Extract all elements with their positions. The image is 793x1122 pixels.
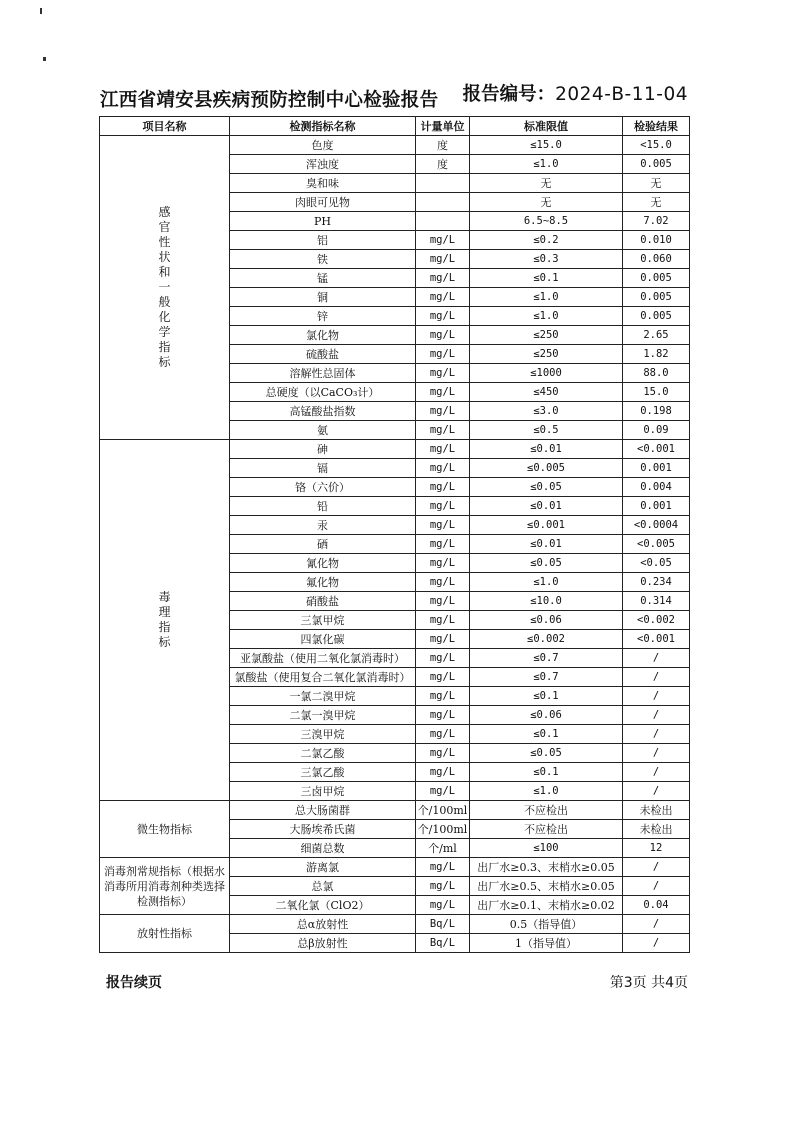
result-cell: / — [623, 763, 690, 782]
unit-cell: mg/L — [416, 858, 470, 877]
indicator-name-cell: 汞 — [230, 516, 416, 535]
unit-cell — [416, 212, 470, 231]
limit-cell: 6.5~8.5 — [470, 212, 623, 231]
indicator-name-cell: 铅 — [230, 497, 416, 516]
unit-cell: mg/L — [416, 706, 470, 725]
result-cell: / — [623, 934, 690, 953]
indicator-name-cell: 硒 — [230, 535, 416, 554]
result-cell: 0.001 — [623, 459, 690, 478]
limit-cell: ≤15.0 — [470, 136, 623, 155]
unit-cell: 个/100ml — [416, 820, 470, 839]
unit-cell: mg/L — [416, 478, 470, 497]
indicator-name-cell: 一氯二溴甲烷 — [230, 687, 416, 706]
limit-cell: ≤100 — [470, 839, 623, 858]
unit-cell: mg/L — [416, 592, 470, 611]
unit-cell: mg/L — [416, 497, 470, 516]
result-cell: <0.0004 — [623, 516, 690, 535]
unit-cell: mg/L — [416, 535, 470, 554]
col-header-category: 项目名称 — [100, 117, 230, 136]
indicator-name-cell: 肉眼可见物 — [230, 193, 416, 212]
unit-cell: Bq/L — [416, 934, 470, 953]
col-header-result: 检验结果 — [623, 117, 690, 136]
unit-cell: mg/L — [416, 402, 470, 421]
limit-cell: ≤0.005 — [470, 459, 623, 478]
indicator-name-cell: 二氯乙酸 — [230, 744, 416, 763]
indicator-name-cell: 总β放射性 — [230, 934, 416, 953]
unit-cell: mg/L — [416, 877, 470, 896]
result-cell: 0.234 — [623, 573, 690, 592]
category-cell — [100, 136, 230, 440]
unit-cell: mg/L — [416, 231, 470, 250]
unit-cell: mg/L — [416, 364, 470, 383]
scan-speck — [40, 8, 42, 14]
indicator-name-cell: 高锰酸盐指数 — [230, 402, 416, 421]
limit-cell: ≤0.06 — [470, 706, 623, 725]
category-label: 感官性状和一般化学指标 — [158, 205, 171, 369]
limit-cell: 不应检出 — [470, 801, 623, 820]
result-cell: / — [623, 725, 690, 744]
footer-continuation: 报告续页 — [106, 975, 162, 991]
limit-cell: ≤1000 — [470, 364, 623, 383]
report-header — [100, 80, 700, 110]
result-cell: 7.02 — [623, 212, 690, 231]
result-cell: / — [623, 858, 690, 877]
unit-cell: mg/L — [416, 516, 470, 535]
indicator-name-cell: 氨 — [230, 421, 416, 440]
indicator-name-cell: 氯化物 — [230, 326, 416, 345]
indicator-name-cell: 铜 — [230, 288, 416, 307]
indicator-name-cell: 大肠埃希氏菌 — [230, 820, 416, 839]
category-label: 放射性指标 — [137, 927, 192, 940]
unit-cell: mg/L — [416, 288, 470, 307]
unit-cell: mg/L — [416, 573, 470, 592]
limit-cell: ≤450 — [470, 383, 623, 402]
unit-cell: mg/L — [416, 250, 470, 269]
indicator-name-cell: 锌 — [230, 307, 416, 326]
unit-cell: mg/L — [416, 326, 470, 345]
result-cell: 无 — [623, 174, 690, 193]
unit-cell: mg/L — [416, 630, 470, 649]
limit-cell: ≤1.0 — [470, 307, 623, 326]
result-cell: 0.004 — [623, 478, 690, 497]
result-cell: 88.0 — [623, 364, 690, 383]
unit-cell: mg/L — [416, 459, 470, 478]
unit-cell: mg/L — [416, 725, 470, 744]
indicator-name-cell: 锰 — [230, 269, 416, 288]
limit-cell: 1（指导值） — [470, 934, 623, 953]
indicator-name-cell: 总氯 — [230, 877, 416, 896]
report-number — [463, 80, 688, 106]
footer-page-number: 第3页 共4页 — [609, 975, 688, 991]
result-cell: 0.198 — [623, 402, 690, 421]
result-cell: <15.0 — [623, 136, 690, 155]
result-cell: <0.05 — [623, 554, 690, 573]
indicator-name-cell: 三溴甲烷 — [230, 725, 416, 744]
result-cell: 0.005 — [623, 288, 690, 307]
col-header-limit: 标准限值 — [470, 117, 623, 136]
result-cell: 2.65 — [623, 326, 690, 345]
indicator-name-cell: 总硬度（以CaCO₃计） — [230, 383, 416, 402]
table-row — [100, 915, 690, 934]
limit-cell: 不应检出 — [470, 820, 623, 839]
report-number-label: 报告编号： — [462, 84, 556, 105]
unit-cell: 个/100ml — [416, 801, 470, 820]
limit-cell: ≤0.05 — [470, 478, 623, 497]
result-cell: <0.005 — [623, 535, 690, 554]
category-label: 微生物指标 — [137, 822, 192, 836]
unit-cell: mg/L — [416, 345, 470, 364]
indicator-name-cell: 臭和味 — [230, 174, 416, 193]
limit-cell: ≤0.1 — [470, 687, 623, 706]
result-cell: 0.005 — [623, 269, 690, 288]
limit-cell: ≤1.0 — [470, 782, 623, 801]
result-cell: / — [623, 782, 690, 801]
limit-cell: 无 — [470, 174, 623, 193]
scan-speck — [43, 57, 46, 61]
limit-cell: ≤0.2 — [470, 231, 623, 250]
indicator-name-cell: 三氯乙酸 — [230, 763, 416, 782]
unit-cell: mg/L — [416, 649, 470, 668]
limit-cell: ≤0.1 — [470, 763, 623, 782]
indicator-name-cell: 铬（六价） — [230, 478, 416, 497]
limit-cell: ≤250 — [470, 345, 623, 364]
unit-cell: mg/L — [416, 421, 470, 440]
indicator-name-cell: 镉 — [230, 459, 416, 478]
unit-cell: 度 — [416, 155, 470, 174]
indicator-name-cell: 氯酸盐（使用复合二氧化氯消毒时） — [230, 668, 416, 687]
result-cell: 0.005 — [623, 155, 690, 174]
indicator-name-cell: 游离氯 — [230, 858, 416, 877]
result-cell: / — [623, 649, 690, 668]
unit-cell: mg/L — [416, 611, 470, 630]
limit-cell: ≤0.06 — [470, 611, 623, 630]
limit-cell: ≤0.001 — [470, 516, 623, 535]
result-cell: 15.0 — [623, 383, 690, 402]
result-cell: 0.04 — [623, 896, 690, 915]
limit-cell: ≤250 — [470, 326, 623, 345]
indicator-name-cell: 细菌总数 — [230, 839, 416, 858]
unit-cell: mg/L — [416, 744, 470, 763]
unit-cell: mg/L — [416, 440, 470, 459]
result-cell: 0.001 — [623, 497, 690, 516]
unit-cell — [416, 193, 470, 212]
result-cell: 无 — [623, 193, 690, 212]
indicator-name-cell: 氰化物 — [230, 554, 416, 573]
result-cell: / — [623, 668, 690, 687]
unit-cell: mg/L — [416, 554, 470, 573]
category-label: 毒理指标 — [158, 590, 171, 649]
limit-cell: 出厂水≥0.5、末梢水≥0.05 — [470, 877, 623, 896]
limit-cell: ≤0.3 — [470, 250, 623, 269]
col-header-indicator: 检测指标名称 — [230, 117, 416, 136]
indicator-name-cell: 铝 — [230, 231, 416, 250]
indicator-name-cell: 三氯甲烷 — [230, 611, 416, 630]
limit-cell: ≤0.01 — [470, 497, 623, 516]
limit-cell: ≤0.7 — [470, 668, 623, 687]
result-cell: 0.314 — [623, 592, 690, 611]
report-number-value: 2024-B-11-04 — [555, 84, 688, 105]
unit-cell: mg/L — [416, 782, 470, 801]
table-row — [100, 858, 690, 877]
result-cell: <0.002 — [623, 611, 690, 630]
category-cell — [100, 858, 230, 915]
category-cell — [100, 915, 230, 953]
limit-cell: ≤0.7 — [470, 649, 623, 668]
result-cell: 12 — [623, 839, 690, 858]
indicator-name-cell: 氟化物 — [230, 573, 416, 592]
unit-cell: mg/L — [416, 896, 470, 915]
result-cell: / — [623, 915, 690, 934]
report-title: 江西省靖安县疾病预防控制中心检验报告 — [100, 90, 439, 111]
indicator-name-cell: 色度 — [230, 136, 416, 155]
col-header-unit: 计量单位 — [416, 117, 470, 136]
limit-cell: ≤0.01 — [470, 535, 623, 554]
result-cell: / — [623, 877, 690, 896]
limit-cell: ≤0.1 — [470, 725, 623, 744]
result-cell: 0.010 — [623, 231, 690, 250]
unit-cell — [416, 174, 470, 193]
limit-cell: ≤0.1 — [470, 269, 623, 288]
indicator-name-cell: 硝酸盐 — [230, 592, 416, 611]
unit-cell: mg/L — [416, 687, 470, 706]
limit-cell: 出厂水≥0.3、末梢水≥0.05 — [470, 858, 623, 877]
limit-cell: ≤0.002 — [470, 630, 623, 649]
indicator-name-cell: 浑浊度 — [230, 155, 416, 174]
result-cell: 0.005 — [623, 307, 690, 326]
result-cell: 未检出 — [623, 801, 690, 820]
table-row — [100, 440, 690, 459]
limit-cell: ≤10.0 — [470, 592, 623, 611]
result-cell: / — [623, 687, 690, 706]
indicator-name-cell: 三卤甲烷 — [230, 782, 416, 801]
category-cell — [100, 440, 230, 801]
indicator-name-cell: 二氧化氯（ClO2） — [230, 896, 416, 915]
limit-cell: 无 — [470, 193, 623, 212]
indicator-name-cell: 铁 — [230, 250, 416, 269]
table-row — [100, 136, 690, 155]
limit-cell: ≤0.05 — [470, 744, 623, 763]
test-results-table — [99, 116, 690, 953]
unit-cell: 度 — [416, 136, 470, 155]
result-cell: / — [623, 706, 690, 725]
table-row — [100, 801, 690, 820]
limit-cell: ≤1.0 — [470, 288, 623, 307]
category-label: 消毒剂常规指标（根据水消毒所用消毒剂种类选择检测指标） — [104, 864, 225, 908]
unit-cell: mg/L — [416, 269, 470, 288]
result-cell: <0.001 — [623, 630, 690, 649]
limit-cell: 0.5（指导值） — [470, 915, 623, 934]
indicator-name-cell: 亚氯酸盐（使用二氧化氯消毒时） — [230, 649, 416, 668]
indicator-name-cell: 硫酸盐 — [230, 345, 416, 364]
unit-cell: 个/ml — [416, 839, 470, 858]
unit-cell: Bq/L — [416, 915, 470, 934]
limit-cell: ≤0.5 — [470, 421, 623, 440]
limit-cell: ≤0.05 — [470, 554, 623, 573]
unit-cell: mg/L — [416, 307, 470, 326]
result-cell: 0.09 — [623, 421, 690, 440]
limit-cell: ≤0.01 — [470, 440, 623, 459]
unit-cell: mg/L — [416, 383, 470, 402]
table-header-row — [100, 117, 690, 136]
result-cell: 0.060 — [623, 250, 690, 269]
unit-cell: mg/L — [416, 763, 470, 782]
result-cell: 1.82 — [623, 345, 690, 364]
limit-cell: 出厂水≥0.1、末梢水≥0.02 — [470, 896, 623, 915]
result-cell: 未检出 — [623, 820, 690, 839]
limit-cell: ≤1.0 — [470, 155, 623, 174]
indicator-name-cell: 二氯一溴甲烷 — [230, 706, 416, 725]
indicator-name-cell: 总α放射性 — [230, 915, 416, 934]
indicator-name-cell: PH — [230, 212, 416, 231]
indicator-name-cell: 总大肠菌群 — [230, 801, 416, 820]
category-cell — [100, 801, 230, 858]
result-cell: / — [623, 744, 690, 763]
result-cell: <0.001 — [623, 440, 690, 459]
limit-cell: ≤1.0 — [470, 573, 623, 592]
indicator-name-cell: 四氯化碳 — [230, 630, 416, 649]
unit-cell: mg/L — [416, 668, 470, 687]
limit-cell: ≤3.0 — [470, 402, 623, 421]
table-body — [100, 136, 690, 953]
indicator-name-cell: 溶解性总固体 — [230, 364, 416, 383]
indicator-name-cell: 砷 — [230, 440, 416, 459]
